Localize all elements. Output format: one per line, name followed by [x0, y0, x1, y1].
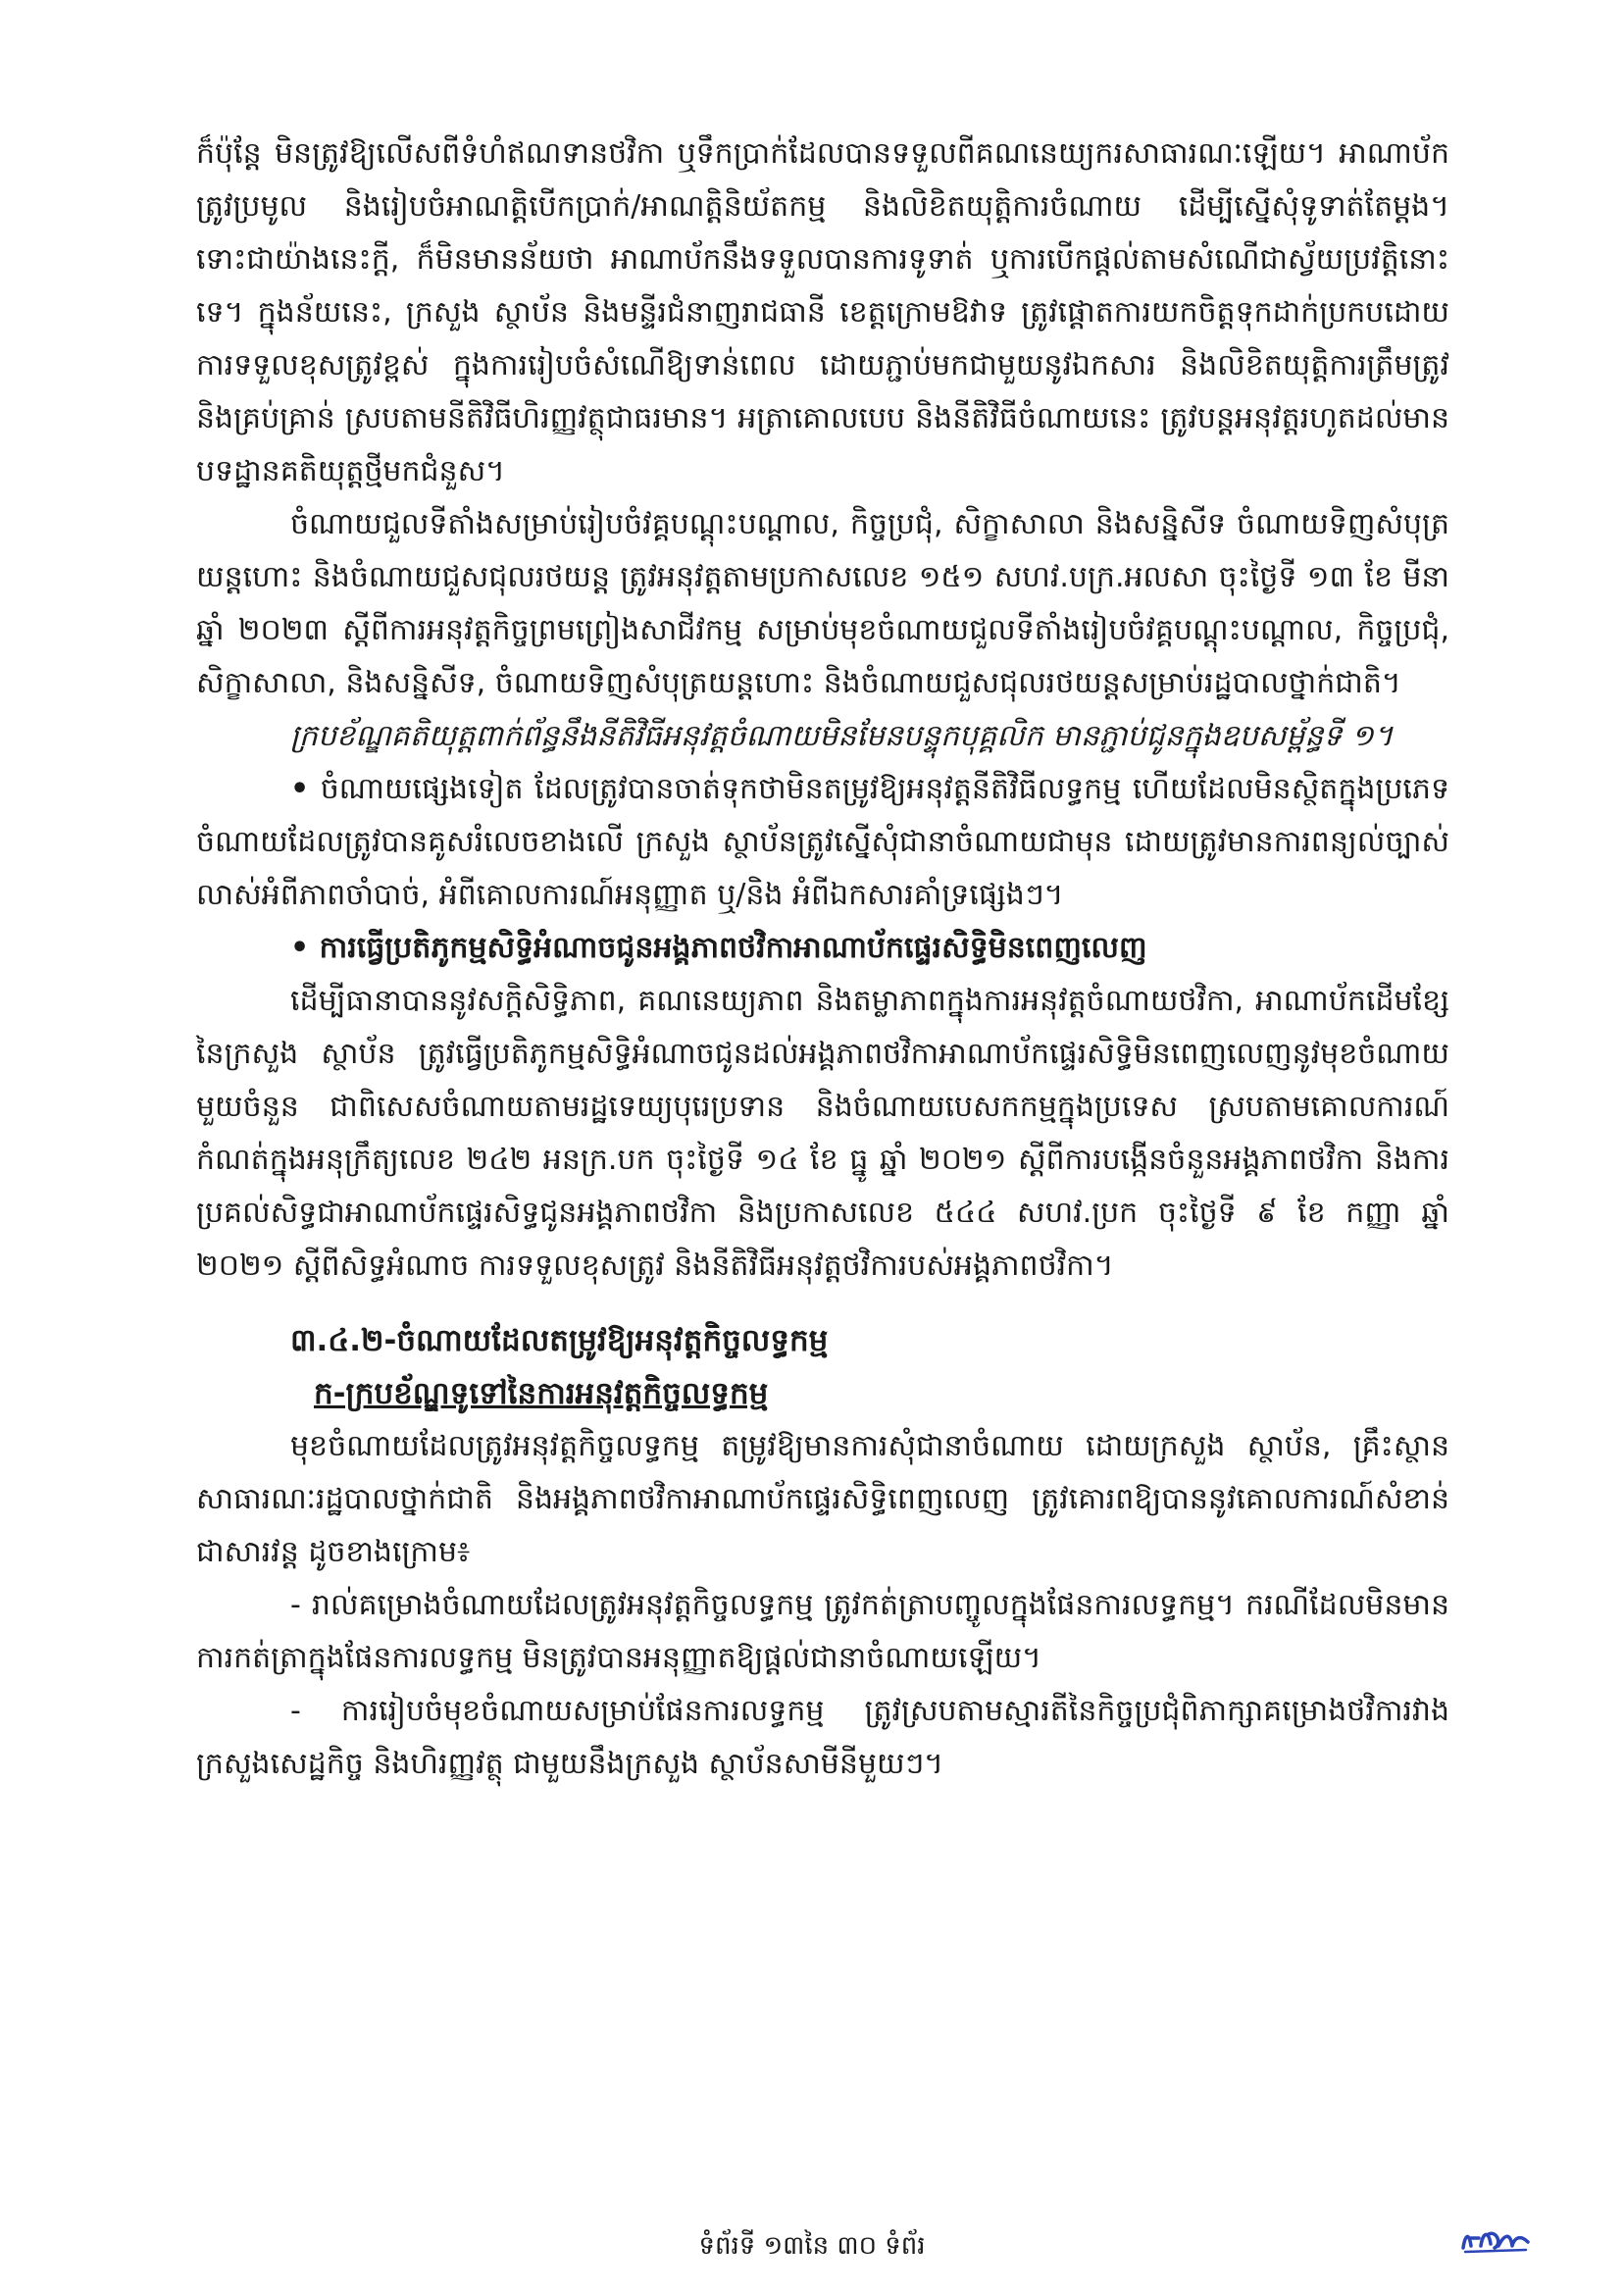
paragraph-delegation-body: ដើម្បីធានាបាននូវសក្តិសិទ្ធិភាព, គណនេយ្យភាព និងតម្លាភាពក្នុងការអនុវត្តចំណាយថវិកា, អាណាប័កដើមខ្សែនៃក្រសួង ស្ថាប័ន ត្រូវធ្វើប្រតិភូកម្មសិទ្ធិអំណាចជូនដល់អង្គភាពថវិកាអាណាប័កផ្ទេរសិទ្ធិមិនពេញលេញនូវមុខចំណាយមួយចំនួន ជាពិសេសចំណាយតាមរដ្ឋទេយ្យបុរេប្រទាន និងចំណាយបេសកកម្មក្នុងប្រទេស ស្របតាមគោលការណ៍កំណត់ក្នុងអនុក្រឹត្យលេខ ២៤២ អនក្រ.បក ចុះថ្ងៃទី ១៤ ខែ ធ្នូ ឆ្នាំ ២០២១ ស្តីពីការបង្កើនចំនួនអង្គភាពថវិកា និងការប្រគល់សិទ្ធជាអាណាប័កផ្ទេរសិទ្ធជូនអង្គភាពថវិកា និងប្រកាសលេខ ៥៤៤ សហវ.ប្រក ចុះថ្ងៃទី ៩ ខែ កញ្ញា ឆ្នាំ ២០២១ ស្តីពីសិទ្ធអំណាច ការទទួលខុសត្រូវ និងនីតិវិធីអនុវត្តថវិការបស់អង្គភាពថវិកា។	[196, 984, 1449, 1283]
paragraph-procurement-intro: មុខចំណាយដែលត្រូវអនុវត្តកិច្ចលទ្ធកម្ម តម្រូវឱ្យមានការសុំជានាចំណាយ ដោយក្រសួង ស្ថាប័ន, គ្រឹះស្ថានសាធារណៈរដ្ឋបាលថ្នាក់ជាតិ និងអង្គភាពថវិកាអាណាប័កផ្ទេរសិទ្ធិពេញលេញ ត្រូវគោរពឱ្យបាននូវគោលការណ៍សំខាន់ជាសារវន្ត ដូចខាងក្រោម៖	[196, 1429, 1449, 1569]
page-number-footer: ទំព័រទី ១៣នៃ ៣០ ទំព័រ	[698, 2231, 926, 2261]
subsection-heading: ក-ក្របខ័ណ្ឌទូទៅនៃការអនុវត្តកិច្ចលទ្ធកម្ម	[314, 1376, 769, 1411]
dash-item-2: - ការរៀបចំមុខចំណាយសម្រាប់ផែនការលទ្ធកម្ម ត្រូវស្របតាមស្មារតីនៃកិច្ចប្រជុំពិភាក្សាគម្រោងថវិការវាងក្រសួងសេដ្ឋកិច្ច និងហិរញ្ញវត្ថុ ជាមួយនឹងក្រសួង ស្ថាប័នសាមីនីមួយៗ។	[196, 1694, 1449, 1781]
bullet-icon: •	[290, 931, 310, 965]
paragraph-3-legal-framework: ក្របខ័ណ្ឌគតិយុត្តពាក់ព័ន្ធនឹងនីតិវិធីអនុវត្តចំណាយមិនមែនបន្ទុកបុគ្គលិក មានភ្ជាប់ជូនក្នុងឧបសម្ព័ន្ធទី ១។	[290, 719, 1394, 753]
document-body	[196, 127, 1449, 1791]
dash-item-1: - រាល់គម្រោងចំណាយដែលត្រូវអនុវត្តកិច្ចលទ្ធកម្ម ត្រូវកត់ត្រាបញ្ចូលក្នុងផែនការលទ្ធកម្ម។ ករណីដែលមិនមានការកត់ត្រាក្នុងផែនការលទ្ធកម្ម មិនត្រូវបានអនុញ្ញាតឱ្យផ្តល់ជានាចំណាយឡើយ។	[196, 1588, 1449, 1675]
spacer	[196, 1293, 1449, 1314]
paragraph-1: ក៏ប៉ុន្តែ មិនត្រូវឱ្យលើសពីទំហំឥណទានថវិកា ឬទឹកប្រាក់ដែលបានទទួលពីគណនេយ្យករសាធារណៈឡើយ។ អាណាប័កត្រូវប្រមូល និងរៀបចំអាណត្តិបើកប្រាក់/អាណត្តិនិយ័តកម្ម និងលិខិតយុត្តិការចំណាយ ដើម្បីស្នើសុំទូទាត់តែម្តង។ ទោះជាយ៉ាងនេះក្តី, ក៏មិនមានន័យថា អាណាប័កនឹងទទួលបានការទូទាត់ ឬការបើកផ្តល់តាមសំណើជាស្វ័យប្រវត្តិនោះទេ។ ក្នុងន័យនេះ, ក្រសួង ស្ថាប័ន និងមន្ទីរជំនាញរាជធានី ខេត្តក្រោមឱវាទ ត្រូវផ្តោតការយកចិត្តទុកដាក់ប្រកបដោយការទទួលខុសត្រូវខ្ពស់ ក្នុងការរៀបចំសំណើឱ្យទាន់ពេល ដោយភ្ជាប់មកជាមួយនូវឯកសារ និងលិខិតយុត្តិការត្រឹមត្រូវ និងគ្រប់គ្រាន់ ស្របតាមនីតិវិធីហិរញ្ញវត្ថុជាធរមាន។ អត្រាគោលបេប និងនីតិវិធីចំណាយនេះ ត្រូវបន្តអនុវត្តរហូតដល់មានបទដ្ឋានគតិយុត្តថ្មីមកជំនួស។	[196, 136, 1449, 488]
handwritten-initials-signature	[1459, 2224, 1534, 2258]
bullet-heading-delegation	[196, 922, 1449, 975]
paragraph-2: ចំណាយជួលទីតាំងសម្រាប់រៀបចំវគ្គបណ្តុះបណ្តាល, កិច្ចប្រជុំ, សិក្ខាសាលា និងសន្និសីទ ចំណាយទិញសំបុត្រយន្តហោះ និងចំណាយជួសជុលរថយន្ត ត្រូវអនុវត្តតាមប្រកាសលេខ ១៥១ សហវ.បក្រ.អលសា ចុះថ្ងៃទី ១៣ ខែ មីនា ឆ្នាំ ២០២៣ ស្តីពីការអនុវត្តកិច្ចព្រមព្រៀងសាជីវកម្ម សម្រាប់មុខចំណាយជួលទីតាំងរៀបចំវគ្គបណ្តុះបណ្តាល, កិច្ចប្រជុំ, សិក្ខាសាលា, និងសន្និសីទ, ចំណាយទិញសំបុត្រយន្តហោះ និងចំណាយជួសជុលរថយន្តសម្រាប់រដ្ឋបាលថ្នាក់ជាតិ។	[196, 507, 1449, 700]
bullet-heading-text: ការធ្វើប្រតិភូកម្មសិទ្ធិអំណាចជូនអង្គភាពថវិកាអាណាប័កផ្ទេរសិទ្ធិមិនពេញលេញ	[319, 931, 1147, 965]
bullet-text-other-expenses: ចំណាយផ្សេងទៀត ដែលត្រូវបានចាត់ទុកថាមិនតម្រូវឱ្យអនុវត្តនីតិវិធីលទ្ធកម្ម ហើយដែលមិនស្ថិតក្នុងប្រភេទចំណាយដែលត្រូវបានគូសរំលេចខាងលើ ក្រសួង ស្ថាប័នត្រូវស្នើសុំជានាចំណាយជាមុន ដោយត្រូវមានការពន្យល់ច្បាស់លាស់អំពីភាពចាំបាច់, អំពីគោលការណ៍អនុញ្ញាត ឬ/និង អំពីឯកសារគាំទ្រផ្សេងៗ។	[196, 772, 1449, 912]
bullet-icon: •	[290, 772, 310, 806]
bullet-paragraph-other-expenses	[196, 763, 1449, 922]
section-heading: ៣.៤.២-ចំណាយដែលតម្រូវឱ្យអនុវត្តកិច្ចលទ្ធកម្ម	[290, 1323, 829, 1358]
